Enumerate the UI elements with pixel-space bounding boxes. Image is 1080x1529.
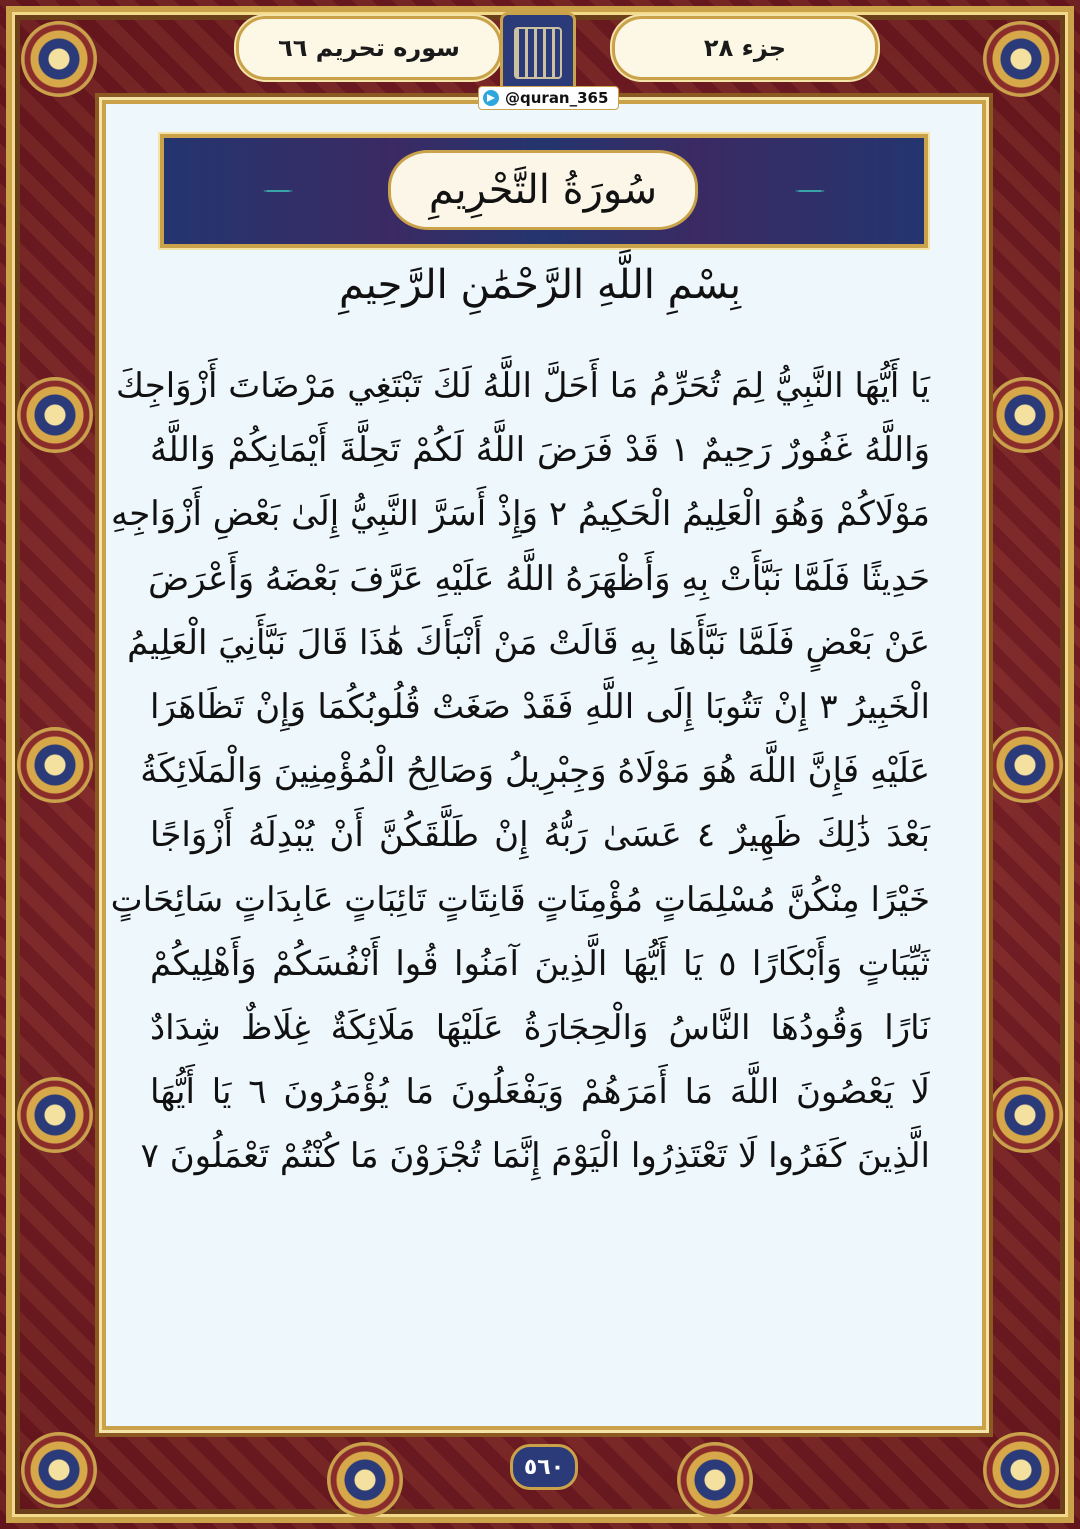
verse-line: وَاللَّهُ غَفُورٌ رَحِيمٌ ١ قَدْ فَرَضَ اللَّهُ لَكُمْ تَحِلَّةَ أَيْمَانِكُمْ وَاللَّهُ	[150, 430, 930, 471]
telegram-handle[interactable]	[478, 86, 619, 110]
corner-medallion-top-right	[986, 24, 1056, 94]
surah-label: سوره تحریم ٦٦	[236, 16, 502, 80]
verses-block	[110, 354, 931, 1188]
verse-line: مَوْلَاكُمْ وَهُوَ الْعَلِيمُ الْحَكِيمُ ٢ وَإِذْ أَسَرَّ النَّبِيُّ إِلَىٰ بَعْضِ أَزْوَاجِهِ	[110, 494, 930, 535]
verse-line: الَّذِينَ كَفَرُوا لَا تَعْتَذِرُوا الْيَوْمَ إِنَّمَا تُجْزَوْنَ مَا كُنْتُمْ تَعْمَلُونَ ٧	[140, 1136, 930, 1177]
kufic-emblem-icon	[500, 12, 576, 94]
verse-line: ثَيِّبَاتٍ وَأَبْكَارًا ٥ يَا أَيُّهَا الَّذِينَ آمَنُوا قُوا أَنْفُسَكُمْ وَأَهْلِيكُمْ	[150, 943, 930, 984]
bottom-medallion	[330, 1445, 400, 1515]
verse-line: بَعْدَ ذَٰلِكَ ظَهِيرٌ ٤ عَسَىٰ رَبُّهُ إِنْ طَلَّقَكُنَّ أَنْ يُبْدِلَهُ أَزْوَاجًا	[150, 815, 930, 856]
verse-line: نَارًا وَقُودُهَا النَّاسُ وَالْحِجَارَةُ عَلَيْهَا مَلَائِكَةٌ غِلَاظٌ شِدَادٌ	[150, 1007, 930, 1048]
side-medallion-right	[990, 730, 1060, 800]
corner-medallion-top-left	[24, 24, 94, 94]
side-medallion-right	[990, 1080, 1060, 1150]
telegram-icon	[483, 90, 499, 106]
verse-line: خَيْرًا مِنْكُنَّ مُسْلِمَاتٍ مُؤْمِنَاتٍ قَانِتَاتٍ تَائِبَاتٍ عَابِدَاتٍ سَائِحَاتٍ	[110, 879, 930, 920]
verse-line: حَدِيثًا فَلَمَّا نَبَّأَتْ بِهِ وَأَظْهَرَهُ اللَّهُ عَلَيْهِ عَرَّفَ بَعْضَهُ وَأَعْرَضَ	[148, 558, 930, 599]
bottom-medallion	[680, 1445, 750, 1515]
handle-text: @quran_365	[505, 89, 609, 107]
juz-label: جزء ٢٨	[612, 16, 878, 80]
surah-title-banner	[160, 134, 928, 248]
corner-medallion-bottom-left	[24, 1435, 94, 1505]
side-medallion-left	[20, 1080, 90, 1150]
verse-line: عَلَيْهِ فَإِنَّ اللَّهَ هُوَ مَوْلَاهُ وَجِبْرِيلُ وَصَالِحُ الْمُؤْمِنِينَ وَالْمَلَائِكَةُ	[140, 751, 930, 792]
verse-line: الْخَبِيرُ ٣ إِنْ تَتُوبَا إِلَى اللَّهِ فَقَدْ صَغَتْ قُلُوبُكُمَا وَإِنْ تَظَاهَرَا	[150, 686, 931, 727]
verse-line: عَنْ بَعْضٍ فَلَمَّا نَبَّأَهَا بِهِ قَالَتْ مَنْ أَنْبَأَكَ هَٰذَا قَالَ نَبَّأَنِيَ الْعَلِيمُ	[127, 622, 930, 663]
side-medallion-right	[990, 380, 1060, 450]
emblem-pattern	[514, 27, 562, 79]
bismillah: بِسْمِ اللَّهِ الرَّحْمَٰنِ الرَّحِيمِ	[338, 262, 742, 308]
verse-line: يَا أَيُّهَا النَّبِيُّ لِمَ تُحَرِّمُ مَا أَحَلَّ اللَّهُ لَكَ تَبْتَغِي مَرْضَاتَ أَزْوَاجِكَ	[116, 366, 930, 406]
corner-medallion-bottom-right	[986, 1435, 1056, 1505]
side-medallion-left	[20, 730, 90, 800]
side-medallion-left	[20, 380, 90, 450]
surah-title: سُورَةُ التَّحْرِيمِ	[388, 150, 698, 230]
verse-line: لَا يَعْصُونَ اللَّهَ مَا أَمَرَهُمْ وَيَفْعَلُونَ مَا يُؤْمَرُونَ ٦ يَا أَيُّهَا	[150, 1072, 930, 1113]
page-number: ٥٦٠	[510, 1444, 578, 1490]
